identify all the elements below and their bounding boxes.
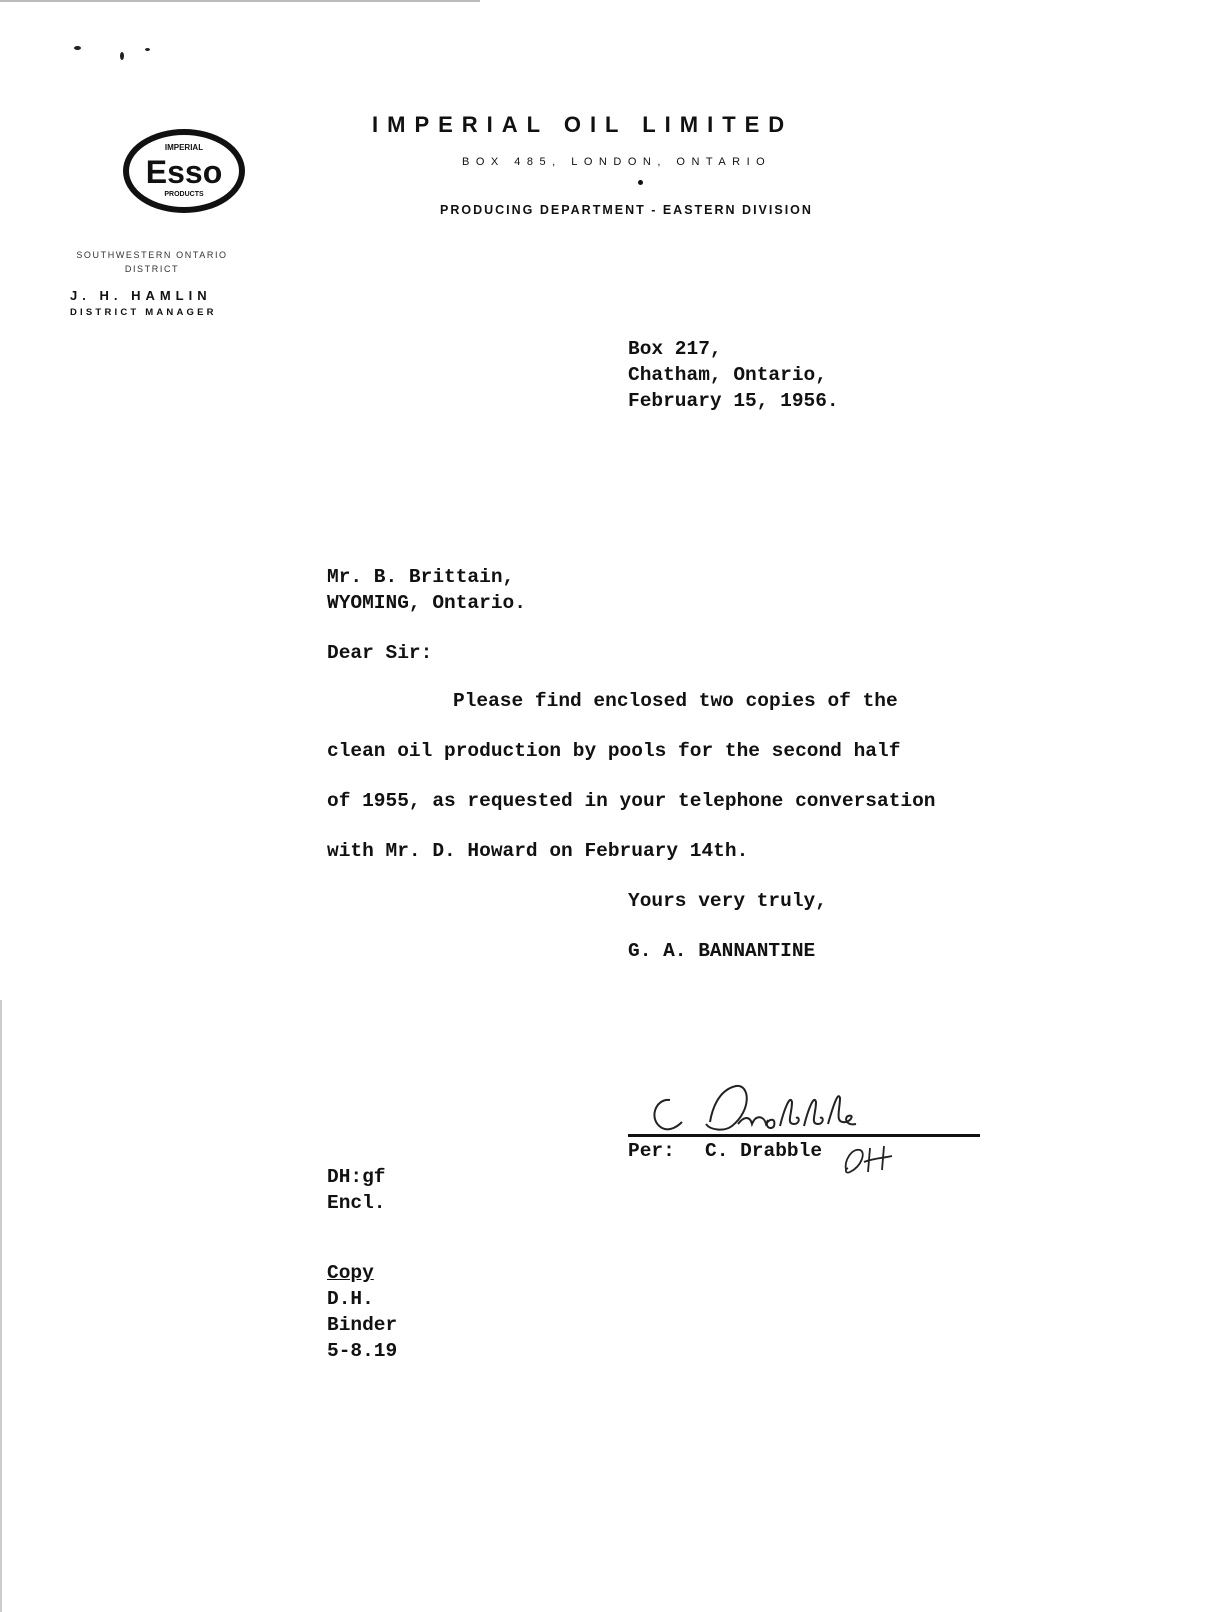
letter-date: February 15, 1956.: [628, 390, 839, 412]
manager-title: DISTRICT MANAGER: [70, 307, 217, 318]
body-line: Please find enclosed two copies of the: [453, 690, 898, 712]
signature-line: [628, 1134, 980, 1137]
body-line: clean oil production by pools for the second half: [327, 740, 901, 762]
scan-speck: [120, 52, 124, 60]
district-line: DISTRICT: [124, 264, 180, 274]
scan-speck: [74, 46, 81, 50]
logo-bottom-text: PRODUCTS: [164, 191, 204, 198]
enclosure-note: Encl.: [327, 1192, 386, 1214]
sender-address-line: Box 217,: [628, 338, 722, 360]
department: PRODUCING DEPARTMENT - EASTERN DIVISION: [440, 203, 813, 217]
logo-top-text: IMPERIAL: [164, 143, 204, 152]
recipient-line: WYOMING, Ontario.: [327, 592, 526, 614]
body-line: of 1955, as requested in your telephone conversation: [327, 790, 936, 812]
copy-line: Binder: [327, 1314, 398, 1336]
signatory: G. A. BANNANTINE: [628, 940, 816, 962]
sender-address-line: Chatham, Ontario,: [628, 364, 827, 386]
company-address: BOX 485, LONDON, ONTARIO: [462, 156, 772, 168]
logo-brand: Esso: [145, 154, 223, 190]
copy-line: 5-8.19: [327, 1340, 398, 1362]
esso-logo: [122, 128, 246, 214]
manager-name: J. H. HAMLIN: [70, 288, 212, 303]
scan-edge: [0, 1000, 2, 1612]
company-name: IMPERIAL OIL LIMITED: [372, 112, 794, 137]
recipient-line: Mr. B. Brittain,: [327, 566, 515, 588]
copy-label: Copy: [327, 1262, 374, 1284]
salutation: Dear Sir:: [327, 642, 433, 664]
scan-edge: [0, 0, 480, 2]
closing: Yours very truly,: [628, 890, 827, 912]
district-label: [62, 248, 242, 276]
separator-dot: [638, 180, 643, 185]
handwritten-initials: [840, 1140, 900, 1180]
per-label: Per:: [628, 1140, 675, 1162]
reference-initials: DH:gf: [327, 1166, 386, 1188]
copy-line: D.H.: [327, 1288, 374, 1310]
district-line: SOUTHWESTERN ONTARIO: [76, 250, 228, 260]
per-name: C. Drabble: [705, 1140, 823, 1162]
body-line: with Mr. D. Howard on February 14th.: [327, 840, 749, 862]
scan-speck: [145, 48, 150, 51]
